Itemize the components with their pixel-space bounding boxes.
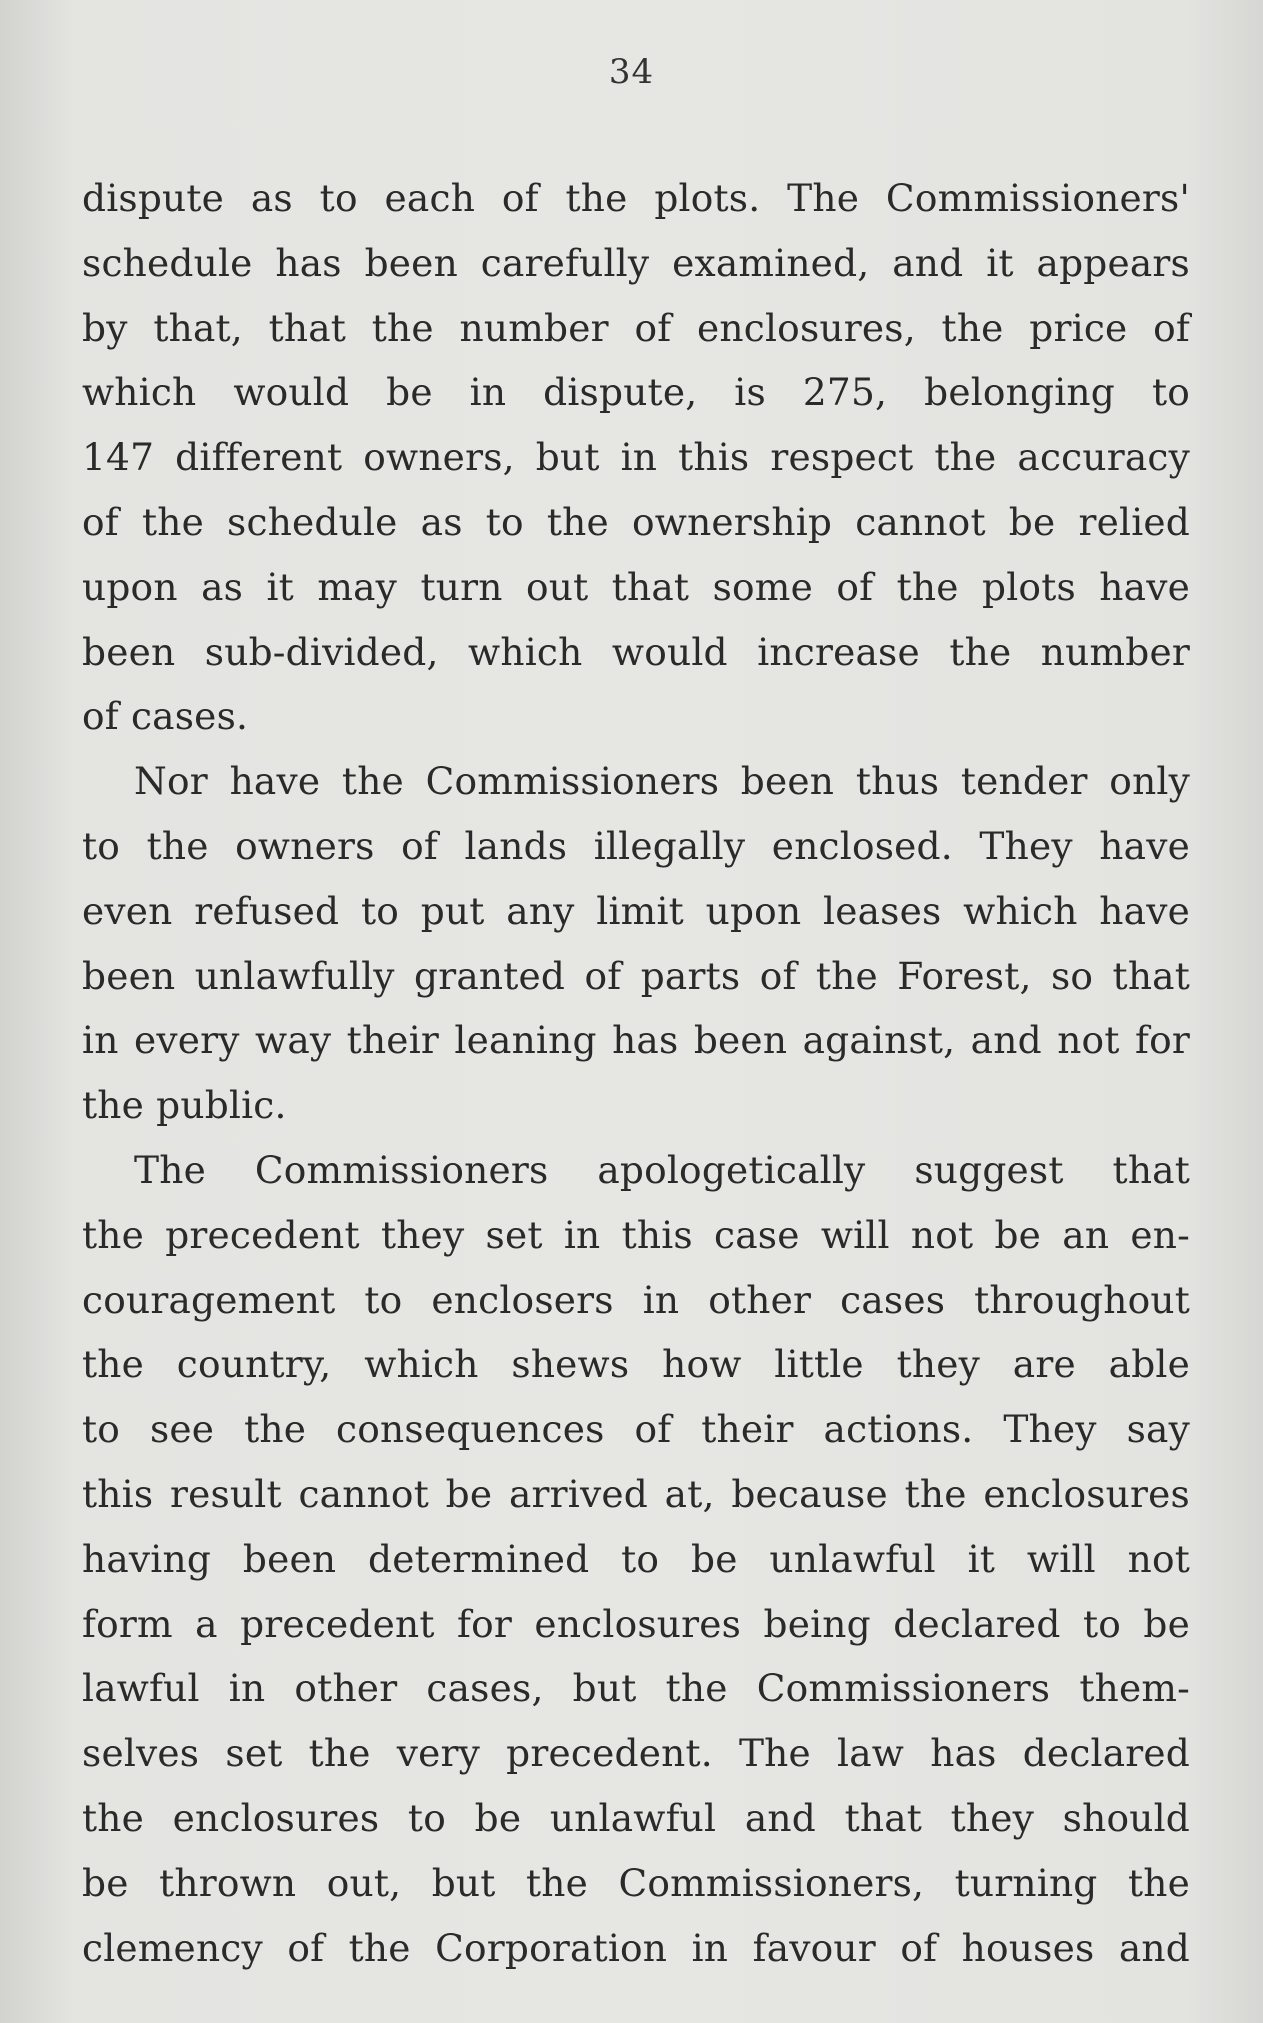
paragraph-3 <box>82 1138 1190 1980</box>
text-line: to see the consequences of their actions. They say <box>82 1407 1190 1452</box>
text-line: which would be in dispute, is 275, belonging to <box>82 370 1190 415</box>
paragraph-2 <box>82 749 1190 1138</box>
text-line: been sub-divided, which would increase the number <box>82 629 1190 674</box>
text-line: been unlawfully granted of parts of the Forest, so that <box>82 953 1190 998</box>
text-line: of the schedule as to the ownership cannot be relied <box>82 499 1190 544</box>
text-line: even refused to put any limit upon leases which have <box>82 888 1190 933</box>
text-line: of cases. <box>82 694 249 739</box>
paragraph-1 <box>82 166 1190 749</box>
text-line: dispute as to each of the plots. The Commissioners' <box>82 176 1190 220</box>
text-line: Nor have the Commissioners been thus tender only <box>134 759 1190 804</box>
text-line: lawful in other cases, but the Commissioners them- <box>82 1666 1190 1711</box>
text-line: form a precedent for enclosures being declared to be <box>82 1601 1190 1646</box>
text-line: The Commissioners apologetically suggest that <box>134 1147 1190 1192</box>
text-line: clemency of the Corporation in favour of houses and <box>82 1925 1190 1970</box>
text-line: to the owners of lands illegally enclosed. They have <box>82 823 1190 868</box>
text-line: selves set the very precedent. The law has declared <box>82 1731 1190 1776</box>
text-line: this result cannot be arrived at, because the enclosures <box>82 1471 1190 1516</box>
text-line: upon as it may turn out that some of the plots have <box>82 564 1190 609</box>
text-line: schedule has been carefully examined, and it appears <box>82 240 1190 285</box>
text-line: the enclosures to be unlawful and that they should <box>82 1795 1190 1840</box>
text-line: the public. <box>82 1083 287 1128</box>
text-line: couragement to enclosers in other cases throughout <box>82 1277 1190 1322</box>
body-text <box>82 166 1190 1980</box>
text-line: having been determined to be unlawful it will not <box>82 1536 1190 1581</box>
text-line: the precedent they set in this case will not be an en- <box>82 1212 1190 1257</box>
text-line: 147 different owners, but in this respect the accuracy <box>82 435 1190 480</box>
text-line: be thrown out, but the Commissioners, turning the <box>82 1860 1190 1905</box>
text-line: by that, that the number of enclosures, the price of <box>82 305 1190 350</box>
text-line: in every way their leaning has been against, and not for <box>82 1018 1190 1063</box>
page-number: 34 <box>608 52 655 92</box>
text-line: the country, which shews how little they are able <box>82 1342 1190 1387</box>
